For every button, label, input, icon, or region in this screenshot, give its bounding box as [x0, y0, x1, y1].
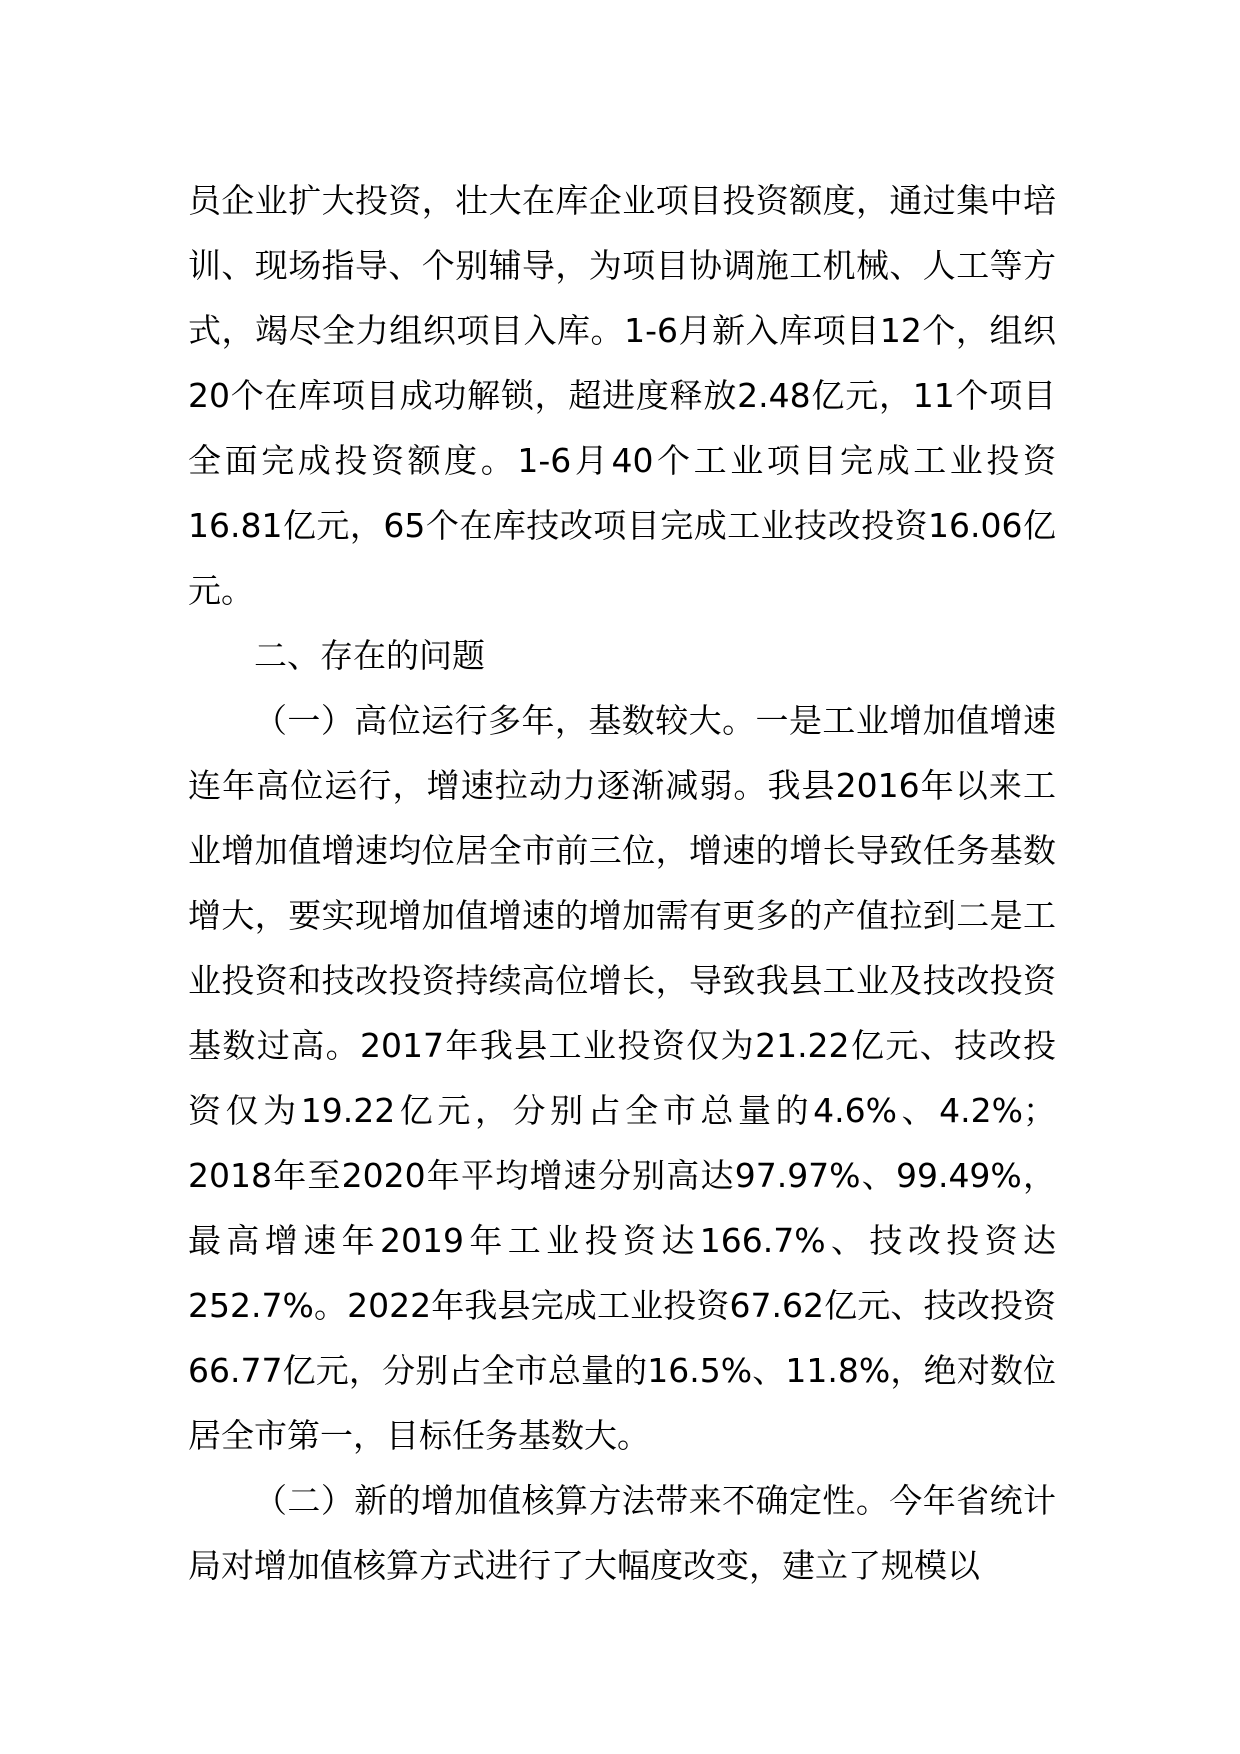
- paragraph-new-method: （二）新的增加值核算方法带来不确定性。今年省统计局对增加值核算方式进行了大幅度改变，建立了规模以: [188, 1481, 1056, 1585]
- paragraph-investment-result: 员企业扩大投资，壮大在库企业项目投资额度，通过集中培训、现场指导、个别辅导，为项目协调施工机械、人工等方式，竭尽全力组织项目入库。1-6月新入库项目12个，组织20个在库项目成功解锁，超进度释放2.48亿元，11个项目全面完成投资额度。1-6月40个工业项目完成工业投资16.81亿元，65个在库技改项目完成工业技改投资16.06亿元。: [188, 181, 1056, 610]
- section-heading-problems: 二、存在的问题: [254, 636, 485, 675]
- paragraph-high-base: （一）高位运行多年，基数较大。一是工业增加值增速连年高位运行，增速拉动力逐渐减弱。我县2016年以来工业增加值增速均位居全市前三位，增速的增长导致任务基数增大，要实现增加值增速的增加需有更多的产值拉到二是工业投资和技改投资持续高位增长，导致我县工业及技改投资基数过高。2017年我县工业投资仅为21.22亿元、技改投资仅为19.22亿元，分别占全市总量的4.6%、4.2%；2018年至2020年平均增速分别高达97.97%、99.49%，最高增速年2019年工业投资达166.7%、技改投资达252.7%。2022年我县完成工业投资67.62亿元、技改投资66.77亿元，分别占全市总量的16.5%、11.8%，绝对数位居全市第一，目标任务基数大。: [188, 701, 1056, 1455]
- document-body: [188, 168, 1056, 1598]
